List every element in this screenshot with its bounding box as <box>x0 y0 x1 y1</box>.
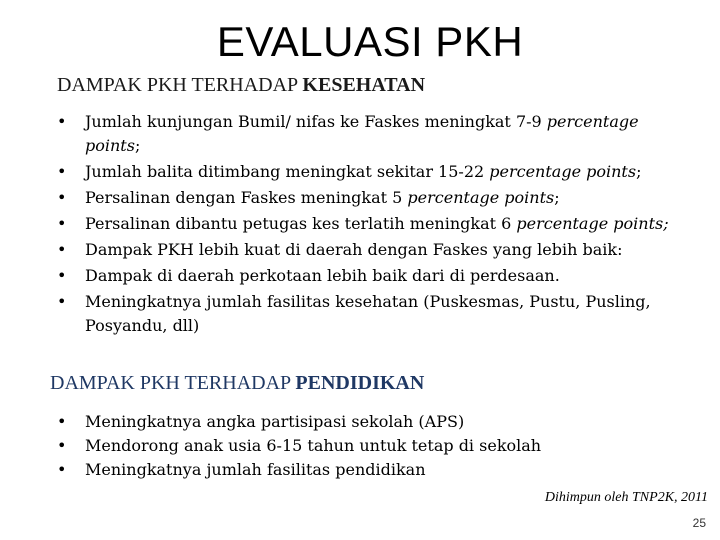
bullet: • <box>57 112 67 131</box>
bullet: • <box>57 412 67 431</box>
education-heading-prefix: DAMPAK PKH TERHADAP <box>50 372 296 394</box>
list-item: • Persalinan dengan Faskes meningkat 5 percentage points; <box>57 186 677 210</box>
bullet: • <box>57 292 67 311</box>
slide-title: EVALUASI PKH <box>216 18 524 65</box>
list-item: • Dampak di daerah perkotaan lebih baik dari di perdesaan. <box>57 264 677 288</box>
health-heading <box>57 74 425 97</box>
bullet: • <box>57 214 67 233</box>
list-item: • Jumlah balita ditimbang meningkat sekitar 15-22 percentage points; <box>57 160 677 184</box>
bullet: • <box>57 436 67 455</box>
list-item: • Mendorong anak usia 6-15 tahun untuk tetap di sekolah <box>57 434 677 458</box>
health-impact-list <box>57 110 677 340</box>
bullet: • <box>57 240 67 259</box>
list-item: • Persalinan dibantu petugas kes terlatih meningkat 6 percentage points; <box>57 212 677 236</box>
list-item: • Meningkatnya angka partisipasi sekolah (APS) <box>57 410 677 434</box>
list-item: • Jumlah kunjungan Bumil/ nifas ke Faskes meningkat 7-9 percentage points; <box>57 112 639 155</box>
bullet: • <box>57 460 67 479</box>
education-heading <box>50 372 424 395</box>
list-item: • Meningkatnya jumlah fasilitas pendidikan <box>57 458 677 482</box>
health-heading-bold: KESEHATAN <box>302 74 426 96</box>
education-heading-bold: PENDIDIKAN <box>295 372 425 394</box>
education-impact-list <box>57 410 677 482</box>
list-item: • Dampak PKH lebih kuat di daerah dengan Faskes yang lebih baik: <box>57 238 677 262</box>
bullet: • <box>57 266 67 285</box>
list-item: • Meningkatnya jumlah fasilitas kesehatan (Puskesmas, Pustu, Pusling, Posyandu, dll) <box>57 292 651 335</box>
health-heading-prefix: DAMPAK PKH TERHADAP <box>57 74 303 96</box>
source-credit: Dihimpun oleh TNP2K, 2011 <box>544 490 708 505</box>
bullet: • <box>57 162 67 181</box>
bullet: • <box>57 188 67 207</box>
page-number: 25 <box>692 516 706 530</box>
